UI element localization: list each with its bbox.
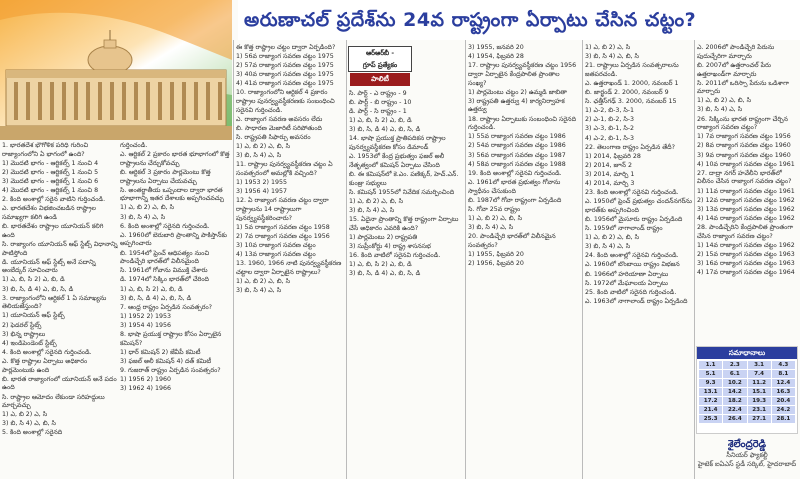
answer-cell: 28.1 <box>772 415 795 423</box>
question-line: బి. 1966లో హరియాణా ఏర్పాటు <box>585 270 669 278</box>
author-box <box>696 436 798 479</box>
question-line: 4) 13వ రాజ్యాంగ సవరణ చట్టం <box>236 251 316 259</box>
answer-cell: 15.1 <box>748 388 771 396</box>
question-line: ఎ. 2006లో పాండిచ్చేరి పేరును పుదుచ్చేరిగా మార్చారు <box>697 44 775 60</box>
question-line: 4) ఇండిపెండెంట్ స్టేట్స్ <box>2 339 57 347</box>
question-line: 4) 58వ రాజ్యాంగ సవరణ చట్టం 1988 <box>468 160 566 168</box>
text-column-1 <box>2 142 118 479</box>
answer-cell: 25.3 <box>699 415 722 423</box>
question-line: 7. ఆంధ్ర రాష్ట్రం ఏర్పడిన సంవత్సరం? <box>120 303 213 311</box>
question-line: సి. రాష్ట్రపతి సిఫార్సు అవసరం <box>236 134 311 142</box>
question-line: 1) 7వ రాజ్యాంగ సవరణ చట్టం 1956 <box>697 133 791 141</box>
question-line: ఎ. రాజ్యాంగ సవరణ అవసరం లేదు <box>236 115 323 123</box>
question-line: 1) 56వ రాజ్యాంగ సవరణ చట్టం 1975 <box>236 53 334 61</box>
question-line: 3) సుప్రీంకోర్టు 4) రాష్ట్ర శాసనసభ <box>349 243 431 251</box>
question-line: 25. కింది వాటిలో సరైనది గుర్తించండి. <box>585 288 677 296</box>
question-line: 4) 1954, ఫిబ్రవరి 28 <box>468 53 524 61</box>
answer-cell: 14.2 <box>723 388 746 396</box>
question-line: ఎ. ఆర్టికల్ 2 ప్రకారం భారత భూభాగంలో కొత్త రాష్ట్రాలను చేర్చుకోవచ్చు <box>120 151 230 167</box>
question-line: 28. పాండిచ్చేరిని కేంద్రపాలిత ప్రాంతంగా చేసిన రాజ్యాంగ సవరణ చట్టం? <box>697 223 794 240</box>
question-line: 3) 1956 4) 1957 <box>236 188 287 196</box>
question-line: 1) పార్లమెంటు 2) రాష్ట్రపతి <box>349 233 418 241</box>
question-line: 1) ఎ, బి 2) ఎ, బి, సి <box>236 278 291 286</box>
column-2-content <box>120 142 232 394</box>
question-line: 3) 9వ రాజ్యాంగ సవరణ చట్టం 1960 <box>697 151 791 159</box>
subject-badge: పాలిటీ <box>350 73 410 86</box>
question-line: సి. పార్ట్ - ఎ రాష్ట్రం - 9 <box>349 90 407 97</box>
question-line: ఎ. భారతదేశం విభజించబడిన రాష్ట్రాల సమాఖ్యగా కలిగి ఉండి <box>2 205 96 221</box>
author-name: శైలేంద్రరెడ్డి <box>727 439 767 450</box>
answer-cell: 27.1 <box>748 415 771 423</box>
column-divider <box>465 40 466 479</box>
question-line: 3) 16వ రాజ్యాంగ సవరణ చట్టం 1963 <box>697 259 795 267</box>
question-line: ఎ. 1953లో కేంద్ర ప్రభుత్వం ఫజల్ అలీ నేతృత్వంలో కమిషన్ ఏర్పాటు చేసింది <box>349 153 445 169</box>
answer-cell: 18.2 <box>723 397 746 405</box>
question-line: 3) 13వ రాజ్యాంగ సవరణ చట్టం 1962 <box>697 205 795 213</box>
question-line: 1) ధార్ కమిషన్ 2) జేవీపీ కమిటీ <box>120 348 201 356</box>
answer-cell: 2.3 <box>723 361 746 369</box>
question-line: 1) 11వ రాజ్యాంగ సవరణ చట్టం 1961 <box>697 187 795 195</box>
question-line: సి. 1959లో నాగాలాండ్ రాష్ట్రం <box>585 225 663 233</box>
question-line: బి. 1956లో మైసూరు రాష్ట్రం ఏర్పడింది <box>585 216 683 223</box>
tag-line-2: గ్రూప్ ప్రత్యేకం <box>362 61 398 69</box>
question-line: 1) పార్లమెంటు చట్టం 2) ఉమ్మడి జాబితా <box>468 88 568 96</box>
question-line: 3) బి, సి, డి 4) ఎ, బి, సి, డి <box>2 285 74 293</box>
question-line: 19. కింది అంశాల్లో సరైనవి గుర్తించండి. <box>468 169 562 177</box>
question-line: 3) బి, సి 4) ఎ, సి <box>236 287 282 295</box>
question-line: 1) ఎ, బి 2) ఎ, బి, సి <box>120 204 175 212</box>
question-line: 8. భాషా ప్రయుక్త రాష్ట్రాల కోసం ఏర్పాటైన కమిషన్? <box>120 331 222 347</box>
answer-cell: 20.4 <box>772 397 795 405</box>
question-line: 3) 10వ రాజ్యాంగ సవరణ చట్టం <box>236 242 316 250</box>
question-line: 1) మొదటి భాగం - ఆర్టికల్స్ 1 నుంచి 4 <box>2 159 99 167</box>
question-line: డి. యూనియన్ ఆఫ్ స్టేట్స్ అనే పదాన్ని అంబేద్కర్ సూచించారు <box>2 258 96 275</box>
answer-cell: 9.3 <box>699 379 722 387</box>
question-line: 1. భారతదేశ భౌగోళిక పరిధి గురించి రాజ్యాంగంలోని ఏ భాగంలో ఉంది? <box>2 142 89 158</box>
question-line: సి. 2011లో ఒరిస్సా పేరును ఒడిశాగా మార్చారు <box>697 79 790 96</box>
question-line: 2) 2014, జూన్ 2 <box>585 161 632 169</box>
answer-cell: 4.3 <box>772 361 795 369</box>
question-line: 22. తెలంగాణ రాష్ట్రం ఏర్పడిన తేదీ? <box>585 143 675 151</box>
answers-grid <box>697 359 797 425</box>
question-line: 2. కింది అంశాల్లో సరైన వాటిని గుర్తించండి. <box>2 196 106 204</box>
question-line: డి. పార్ట్ - సి రాష్ట్రం - 1 <box>349 108 407 116</box>
question-line: 3) 56వ రాజ్యాంగ సవరణ చట్టం 1987 <box>468 151 566 159</box>
question-line: 3) బి, సి, డి 4) ఎ, బి, సి, డి <box>120 294 192 302</box>
question-line: 5. కింది అంశాల్లో సరైనది <box>2 429 63 437</box>
question-line: 2) 54వ రాజ్యాంగ సవరణ చట్టం 1986 <box>468 142 566 150</box>
text-column-3 <box>236 44 344 479</box>
question-line: 3. రాజ్యాంగంలోని ఆర్టికల్ 1 ఏ సమాఖ్యను తెలియజేస్తుంది? <box>2 294 107 311</box>
column-4-content <box>349 90 463 279</box>
question-line: 1) ఎ, బి 2) ఎ, సి <box>585 44 631 51</box>
question-line: ఎ. 1960లో బొంబాయి రాష్ట్రం విభజన <box>585 261 680 269</box>
question-line: సి. 1972లో మేఘాలయ ఏర్పాటు <box>585 279 668 287</box>
question-line: 18. రాష్ట్రాల ఏర్పాటుకు సంబంధించి సరైనది గుర్తించండి. <box>468 115 577 132</box>
question-line: 1) 2014, ఫిబ్రవరి 28 <box>585 152 641 160</box>
question-line: 12. ఏ రాజ్యాంగ సవరణ చట్టం ద్వారా రాష్ట్రాలను 14 రాష్ట్రాలుగా పునర్వ్యవస్థీకరించారు? <box>236 197 329 222</box>
answer-cell: 19.3 <box>748 397 771 405</box>
question-line: 3) బి, సి 4) ఎ, సి <box>120 213 166 221</box>
question-line: 3) ఫజల్ అలీ కమిషన్ 4) దత్ కమిటీ <box>120 357 212 365</box>
question-line: 1) 1956 2) 1960 <box>120 376 171 384</box>
question-line: ఎ. ఉత్తరాఖండ్ 1. 2000, నవంబర్ 1 <box>585 79 679 87</box>
answer-cell: 3.1 <box>748 361 771 369</box>
question-line: 3) ఎ-3, బి-1, సి-2 <box>585 125 635 133</box>
question-line: 3) 40వ రాజ్యాంగ సవరణ చట్టం 1975 <box>236 71 334 79</box>
question-line: 3) బి, సి 4) ఎ, బి, సి <box>2 420 56 428</box>
question-line: బి. జార్ఖండ్ 2. 2000, నవంబర్ 9 <box>585 89 669 97</box>
question-line: 2) 1956, ఫిబ్రవరి 20 <box>468 259 524 267</box>
question-line: బి. భారత రాజ్యాంగంలో యూనియన్ అనే పదం ఉంది <box>2 375 117 392</box>
question-line: సి. రాజ్యాంగం యూనియన్ ఆఫ్ స్టేట్స్ విధానాన్ని పాటిస్తోంది <box>2 240 118 257</box>
question-line: గుర్తించండి. <box>120 142 148 149</box>
question-line: 1) ఎ, బి 2) ఎ, బి, సి <box>468 214 523 222</box>
question-line: 3) మొదటి భాగం - ఆర్టికల్స్ 1 నుంచి 6 <box>2 177 99 185</box>
tag-line-1: ఆర్‌ఆర్‌బీ - <box>365 49 395 57</box>
question-line: 1) 55వ రాజ్యాంగ సవరణ చట్టం 1986 <box>468 133 566 141</box>
question-line: 1) ఎ, బి, సి 2) ఎ, బి, డి <box>2 276 65 284</box>
question-line: సి. గోవా 25వ రాష్ట్రం <box>468 205 521 213</box>
header-illustration <box>0 0 232 140</box>
question-line: 3) 2014, మార్చి 1 <box>585 170 635 178</box>
question-line: సి. ఛత్తీస్‌గఢ్ 3. 2000, నవంబర్ 15 <box>585 98 677 106</box>
question-line: 2) మొదటి భాగం - ఆర్టికల్స్ 1 నుంచి 5 <box>2 168 99 176</box>
question-line: 2) ఫెడరల్ స్టేట్స్ <box>2 321 42 329</box>
answer-cell: 7.4 <box>748 370 771 378</box>
question-line: బి. ఆర్టికల్ 3 ప్రకారం పార్లమెంటు కొత్త రాష్ట్రాలను ఏర్పాటు చేయవచ్చు <box>120 168 211 185</box>
text-column-4 <box>349 90 463 479</box>
question-line: 1) ఎ, బి 2) ఎ, బి, సి <box>349 197 404 205</box>
answers-title: సమాధానాలు <box>697 347 797 359</box>
question-line: 15. ఏదైనా ప్రాంతాన్ని కొత్త రాష్ట్రంగా ఏర్పాటు చేసే అధికారం ఎవరికి ఉంది? <box>349 216 459 232</box>
answer-cell: 10.2 <box>723 379 746 387</box>
question-line: ఎ. 1950లో ఫ్రెంచ్ ప్రభుత్వం చందన్‌నగర్‌ను భారత్‌కు అప్పగించింది <box>585 198 692 214</box>
question-line: బి. 1954లో ఫ్రెంచ్ ఆధిపత్యం నుంచి పాండిచ్చేరి భారత్‌లో విలీనమైంది <box>120 249 210 266</box>
question-line: 3) బి, సి 4) ఎ, సి <box>468 223 514 231</box>
question-line: 3) భిన్న రాష్ట్రాలు <box>2 330 46 338</box>
question-line: 4) 17వ రాజ్యాంగ సవరణ చట్టం 1964 <box>697 269 795 276</box>
author-role: సీనియర్ ఫ్యాకల్టీ <box>726 451 768 459</box>
question-line: ఎ. 1961లో భారత ప్రభుత్వం గోవాను స్వాధీనం చేసుకుంది <box>468 178 561 195</box>
question-line: సి. కమిషన్ 1955లో నివేదిక సమర్పించింది <box>349 188 455 196</box>
question-line: 1) యూనియన్ ఆఫ్ స్టేట్స్ <box>2 312 65 320</box>
question-line: 10. రాజ్యాంగంలోని ఆర్టికల్ 4 ప్రకారం రాష్ట్రాల పునర్వ్యవస్థీకరణకు సంబంధించి సరైనవి గుర్తించండి. <box>236 89 335 114</box>
answers-panel <box>696 346 798 434</box>
question-line: 1) ఎ, బి 2) ఎ, బి, సి <box>697 97 752 105</box>
question-line: 1) ఎ, బి 2) ఎ, బి, సి <box>585 234 640 242</box>
question-line: 3) 1955, జనవరి 20 <box>468 44 524 51</box>
question-line: 2) 7వ రాజ్యాంగ సవరణ చట్టం 1956 <box>236 233 330 241</box>
column-divider <box>346 40 347 479</box>
answer-cell: 22.4 <box>723 406 746 414</box>
answer-cell: 1.1 <box>699 361 722 369</box>
column-6-content <box>585 44 692 307</box>
question-line: 24. కింది అంశాల్లో సరైనవి గుర్తించండి. <box>585 252 679 260</box>
question-line: బి. పార్ట్ - బి రాష్ట్రం - 10 <box>349 99 412 107</box>
answer-cell: 6.1 <box>723 370 746 378</box>
question-line: బి. 1987లో గోవా రాష్ట్రంగా ఏర్పడింది <box>468 196 562 204</box>
question-line: బి. ఈ కమిషన్‌లో కె.ఎం. పణిక్కర్, హెచ్.ఎన్. కుంజ్రు సభ్యులు <box>349 171 459 187</box>
question-line: 3) బి, సి 4) ఎ, సి <box>349 207 395 215</box>
question-line: 4) 10వ రాజ్యాంగ సవరణ చట్టం 1961 <box>697 160 795 168</box>
question-line: 23. కింది అంశాల్లో సరైనవి గుర్తించండి. <box>585 189 679 197</box>
question-line: బి. భారతదేశం రాష్ట్రాల యూనియన్ కలిగి ఉంది <box>2 223 104 239</box>
question-line: 14. భాషా ప్రయుక్త ప్రాతిపదికన రాష్ట్రాల పునర్వ్యవస్థీకరణ కోసం డిమాండ్ <box>349 135 446 152</box>
answer-cell: 12.4 <box>772 379 795 387</box>
question-line: 3) బి, సి 4) ఎ, సి <box>585 243 631 251</box>
question-line: 1) ఎ, బి, సి 2) ఎ, బి, డి <box>349 117 412 125</box>
question-line: 2) 8వ రాజ్యాంగ సవరణ చట్టం 1960 <box>697 142 791 150</box>
question-line: బి. 2007లో ఉత్తరాంచల్ పేరు ఉత్తరాఖండ్‌గా మార్చారు <box>697 61 771 78</box>
question-line: 1) ఎ, బి 2) ఎ, సి <box>2 411 48 419</box>
question-line: 2) 15వ రాజ్యాంగ సవరణ చట్టం 1963 <box>697 250 795 258</box>
column-divider <box>582 40 583 479</box>
question-line: 2) 57వ రాజ్యాంగ సవరణ చట్టం 1975 <box>236 62 334 70</box>
question-line: 2) ఎ-1, బి-2, సి-3 <box>585 116 635 124</box>
title-text: అరుణాచల్ ప్రదేశ్‌ను 24వ రాష్ట్రంగా ఏర్పాటు చేసిన చట్టం? <box>244 9 697 31</box>
parliament-illustration <box>0 0 232 140</box>
author-institute: హైటెక్ ఐఏఎస్ స్టడీ సర్కిల్, హైదరాబాద్ <box>697 460 797 468</box>
question-line: 3) 1954 4) 1956 <box>120 321 171 329</box>
question-line: సి. రాష్ట్రాల ఆమోదం లేకుండా సరిహద్దులు మార్చవచ్చు <box>2 393 105 410</box>
question-line: 16. కింది వాటిలో సరైనవి గుర్తించండి. <box>349 252 441 260</box>
question-line: 27. దాద్రా నగర్ హవేలీని భారత్‌లో విలీనం చేసిన రాజ్యాంగ సవరణ చట్టం? <box>697 169 792 186</box>
question-line: 3) బి, సి, డి 4) ఎ, బి, సి, డి <box>349 270 421 278</box>
question-line: 20. పాండిచ్చేరి భారత్‌లో విలీనమైన సంవత్సరం? <box>468 233 556 249</box>
answer-cell: 26.4 <box>723 415 746 423</box>
question-line: 1) 1953 2) 1955 <box>236 179 287 187</box>
question-line: 3) బి, సి 4) ఎ, సి <box>236 152 282 160</box>
question-line: 4) 2014, మార్చి 3 <box>585 180 635 188</box>
question-line: 4) ఎ-2, బి-1, సి-3 <box>585 134 635 142</box>
question-line: 1) 5వ రాజ్యాంగ సవరణ చట్టం 1958 <box>236 223 330 231</box>
page-title <box>238 0 800 40</box>
question-line: 21. రాష్ట్రాలు ఏర్పడిన సంవత్సరాలను జతపరచండి. <box>585 62 679 78</box>
answer-cell: 23.1 <box>748 406 771 414</box>
question-line: 3) బి, సి 4) ఎ, సి <box>697 106 743 114</box>
answer-cell: 5.1 <box>699 370 722 378</box>
question-line: 4) మొదటి భాగం - ఆర్టికల్స్ 1 నుంచి 8 <box>2 187 99 195</box>
question-line: సి. 1961లో గోవాను విముక్తి చేశారు <box>120 267 208 275</box>
answer-cell: 11.2 <box>748 379 771 387</box>
question-line: బి. సాధారణ మెజారిటీ సరిపోతుంది <box>236 125 322 133</box>
question-line: 3) బి, సి, డి 4) ఎ, బి, సి, డి <box>349 126 421 134</box>
column-7-content <box>697 44 799 278</box>
question-line: 1) ఎ, బి, సి 2) ఎ, బి, డి <box>120 285 183 293</box>
column-3-content <box>236 44 344 296</box>
question-line: 11. రాష్ట్రాల పునర్వ్యవస్థీకరణ చట్టం ఏ సంవత్సరంలో అమల్లోకి వచ్చింది? <box>236 161 333 178</box>
question-line: 13. 1960, 1966 నాటి పునర్వ్యవస్థీకరణ చట్టాల ద్వారా ఏర్పాటైన రాష్ట్రాలు? <box>236 260 342 276</box>
question-line: 4) 41వ రాజ్యాంగ సవరణ చట్టం 1975 <box>236 80 334 88</box>
question-line: 9. గుజరాత్ రాష్ట్రం ఏర్పడిన సంవత్సరం? <box>120 367 221 374</box>
text-column-5 <box>468 44 580 479</box>
section-tag <box>348 46 412 72</box>
question-line: ఎ. 1963లో నాగాలాండ్ రాష్ట్రం ఏర్పడింది <box>585 297 688 305</box>
answer-cell: 8.1 <box>772 370 795 378</box>
question-line: 4) 14వ రాజ్యాంగ సవరణ చట్టం 1962 <box>697 214 795 222</box>
question-line: సి. అంతర్జాతీయ ఒప్పందాల ద్వారా భారత భూభాగాన్ని ఇతర దేశాలకు అప్పగించవచ్చు <box>120 186 224 203</box>
answer-cell: 17.2 <box>699 397 722 405</box>
question-line: ఎ. కొత్త రాష్ట్రాల ఏర్పాటు అధికారం పార్లమెంటుకు ఉంది <box>2 357 88 374</box>
text-column-2 <box>120 142 232 479</box>
question-line: 17. రాష్ట్రాల పునర్వ్యవస్థీకరణ చట్టం 1956 ద్వారా ఏర్పాటైన కేంద్రపాలిత ప్రాంతాల సంఖ్య? <box>468 62 577 87</box>
question-line: 2) 12వ రాజ్యాంగ సవరణ చట్టం 1962 <box>697 196 795 204</box>
column-divider <box>233 40 234 479</box>
question-line: 26. సిక్కింను భారత రాష్ట్రంగా చేర్చిన రాజ్యాంగ సవరణ చట్టం? <box>697 115 788 132</box>
question-line: 1) ఎ-2, బి-3, సి-1 <box>585 107 635 115</box>
answer-cell: 21.4 <box>699 406 722 414</box>
question-line: 6. కింది అంశాల్లో సరైనది గుర్తించండి. <box>120 222 210 230</box>
answer-cell: 13.1 <box>699 388 722 396</box>
question-line: ఎ. 1960లో బెరుబారి ప్రాంతాన్ని పాకిస్తాన్‌కు అప్పగించారు <box>120 231 227 248</box>
text-column-6 <box>585 44 692 479</box>
answer-cell: 16.3 <box>772 388 795 396</box>
answer-cell: 24.2 <box>772 406 795 414</box>
column-1-content <box>2 142 118 438</box>
question-line: ఈ కొత్త రాష్ట్రాల చట్టం ద్వారా ఏర్పడింది? <box>236 44 336 51</box>
question-line: డి. 1974లో సిక్కిం భారత్‌లో చేరింది <box>120 276 209 284</box>
question-line: 3) బి, సి 4) ఎ, బి, సి <box>585 53 639 61</box>
question-line: 1) 1955, ఫిబ్రవరి 20 <box>468 250 524 258</box>
question-line: 4. కింది అంశాల్లో సరైనది గుర్తించండి. <box>2 348 92 356</box>
question-line: 3) 1962 4) 1966 <box>120 385 171 393</box>
column-5-content <box>468 44 580 269</box>
column-divider <box>694 40 695 479</box>
question-line: 1) 14వ రాజ్యాంగ సవరణ చట్టం 1962 <box>697 241 795 249</box>
question-line: 1) ఎ, బి, సి 2) ఎ, బి, డి <box>349 261 412 269</box>
question-line: 1) ఎ, బి 2) ఎ, బి, సి <box>236 143 291 151</box>
text-column-7 <box>697 44 799 344</box>
question-line: 1) 1952 2) 1953 <box>120 312 171 320</box>
question-line: 3) రాష్ట్రపతి ఉత్తర్వు 4) కార్యనిర్వాహక ఉత్తర్వు <box>468 97 565 114</box>
